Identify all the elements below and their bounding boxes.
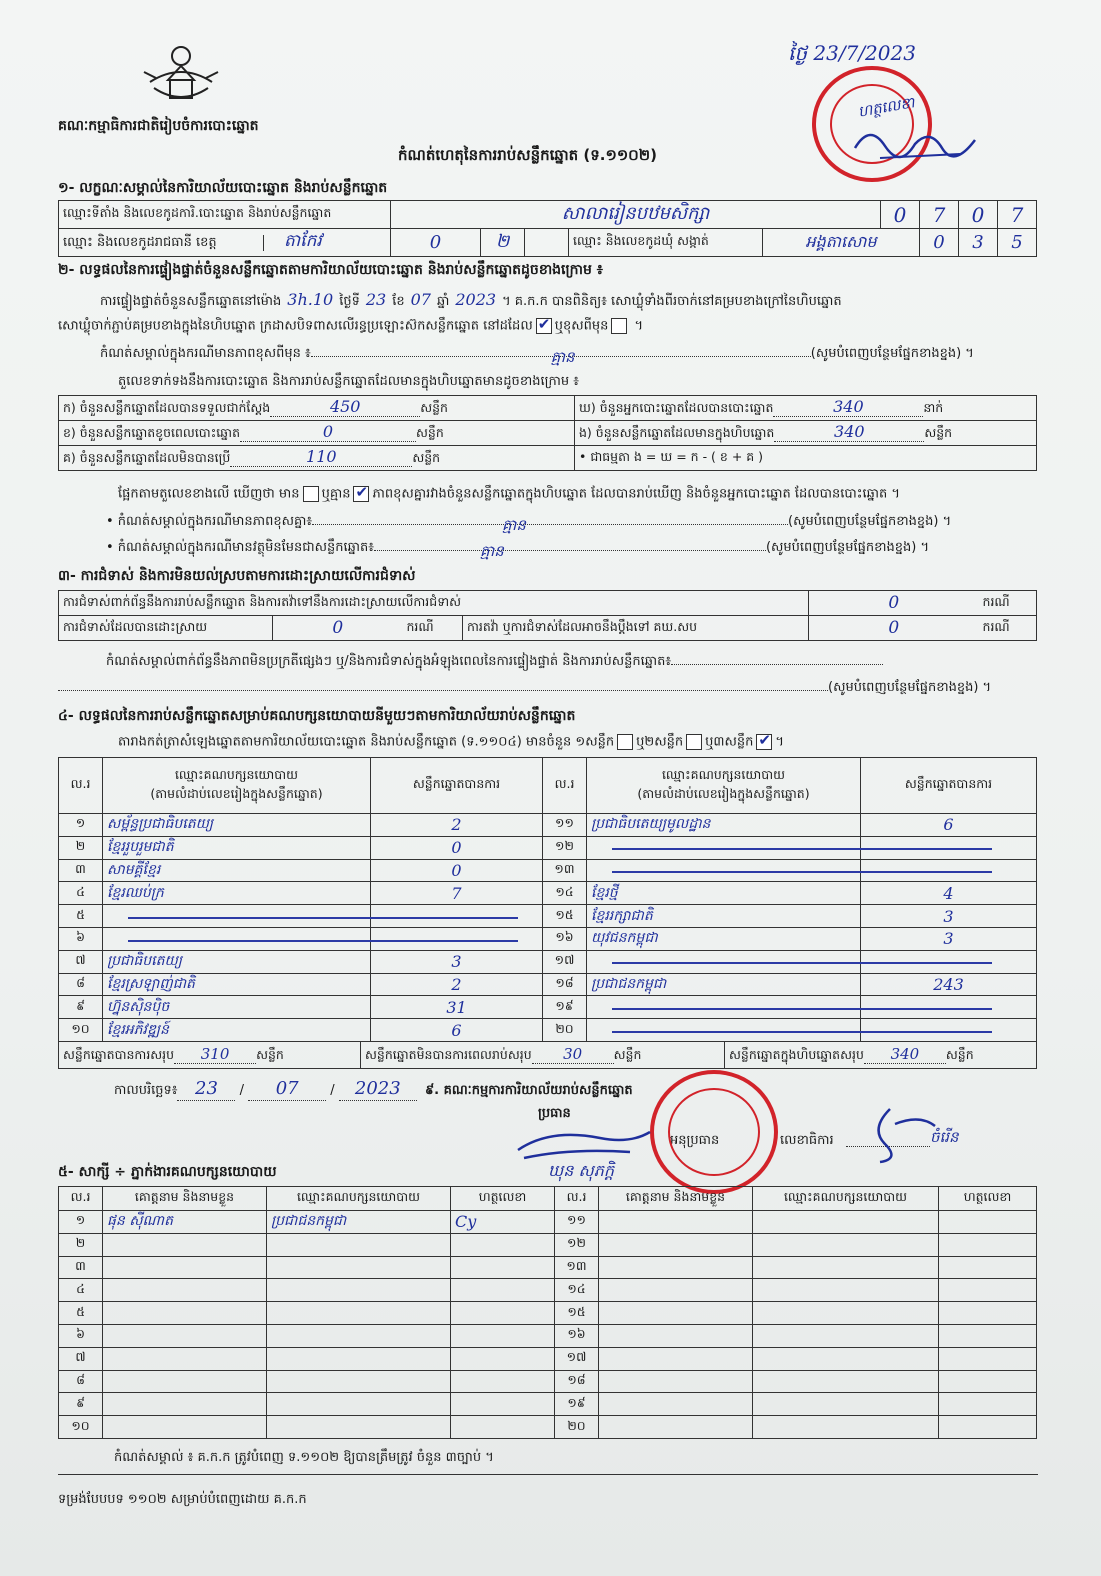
witness-no-cell: ៨ bbox=[59, 1370, 103, 1393]
difference-bullet-value: គ្មាន bbox=[502, 516, 526, 534]
verification-month: 07 bbox=[410, 290, 431, 309]
irregularity-note-line2: (សូមបំពេញបន្ថែមផ្នែកខាងខ្នង) ។ bbox=[58, 680, 991, 696]
witness-party-cell bbox=[267, 1416, 451, 1439]
witness-name-cell bbox=[599, 1370, 753, 1393]
foreign-object-bullet-row: • កំណត់សម្គាល់ក្នុងករណីមានវត្ថុមិនមែនជាសន្លឹកឆ្នោត៖ គ្មាន (សូមបំពេញបន្ថែមផ្នែកខាងខ្នង) ។ bbox=[106, 540, 930, 560]
witness-name-cell bbox=[103, 1233, 267, 1256]
witness-col-sign: ហត្ថលេខា bbox=[939, 1187, 1037, 1211]
witness-sign-cell bbox=[939, 1256, 1037, 1279]
verification-year: 2023 bbox=[455, 290, 497, 309]
witness-no-cell: ៩ bbox=[59, 1393, 103, 1416]
witness-row bbox=[59, 1347, 1037, 1370]
witness-name-cell bbox=[599, 1416, 753, 1439]
witness-no-cell: ១៤ bbox=[555, 1279, 599, 1302]
ballot-counts-table: ក) ចំនួនសន្លឹកឆ្នោតដែលបានទទួលជាក់ស្តែង 450 សន្លឹក ឃ) ចំនួនអ្នកបោះឆ្នោតដែលបានបោះឆ្នោត 340 នាក់ ខ) ចំនួនសន្លឹកឆ្នោតខូចពេលបោះឆ្នោត 0 សន្លឹក ង) ចំនួនសន្លឹកឆ្នោតដែលមានក្នុងហិបឆ្នោត 340 សន្លឹក គ) ចំនួនសន្លឹកឆ្នោតដែលមិនបានប្រើ 110 សន្លឹក • ជាធម្មតា ង = ឃ = ក - ( ខ + គ ) bbox=[58, 395, 1037, 471]
empty-row-strike bbox=[612, 848, 992, 850]
empty-row-strike bbox=[612, 1031, 992, 1033]
party-party-cell: ខ្មែរថ្មី bbox=[587, 882, 861, 905]
witness-no-cell: ១៥ bbox=[555, 1302, 599, 1325]
witness-no-cell: ១ bbox=[59, 1211, 103, 1234]
witness-sign-cell bbox=[939, 1416, 1037, 1439]
party-party-cell: ខ្មែរឈប់ក្រ bbox=[103, 882, 371, 905]
party-party-cell: យុវជនកម្ពុជា bbox=[587, 927, 861, 950]
col-no-header: ល.រ bbox=[543, 758, 587, 814]
difference-bullet-row: • កំណត់សម្គាល់ក្នុងករណីមានភាពខុសគ្នា៖ គ្មាន (សូមបំពេញបន្ថែមផ្នែកខាងខ្នង) ។ bbox=[106, 514, 952, 534]
witness-party-cell bbox=[753, 1347, 939, 1370]
party-votes-cell: 7 bbox=[371, 882, 543, 905]
party-no-cell: ១២ bbox=[543, 836, 587, 859]
witness-name-cell bbox=[103, 1279, 267, 1302]
party-votes-cell: 6 bbox=[371, 1019, 543, 1042]
witness-name-cell bbox=[103, 1416, 267, 1439]
signing-month: 07 bbox=[275, 1078, 299, 1099]
party-no-cell: ១៨ bbox=[543, 973, 587, 996]
witness-sign-cell bbox=[451, 1416, 555, 1439]
chair-name: ឃុន សុភក្តិ bbox=[548, 1161, 615, 1180]
form-footer: ទម្រង់បែបបទ ១១០២ សម្រាប់បំពេញដោយ គ.ក.ក bbox=[58, 1492, 307, 1507]
party-no-cell: ១១ bbox=[543, 814, 587, 837]
witness-party-cell bbox=[267, 1256, 451, 1279]
witness-sign-cell bbox=[939, 1347, 1037, 1370]
party-no-cell: ៤ bbox=[59, 882, 103, 905]
witness-name-cell bbox=[599, 1324, 753, 1347]
witness-sign-cell bbox=[451, 1279, 555, 1302]
party-votes-cell: 2 bbox=[371, 814, 543, 837]
witness-table bbox=[58, 1186, 1037, 1439]
party-no-cell: ៥ bbox=[59, 905, 103, 928]
objection-count: 0 bbox=[809, 591, 979, 616]
witness-party-cell bbox=[753, 1370, 939, 1393]
empty-row-strike bbox=[612, 871, 992, 873]
appeal-label: ការតវ៉ា ឬការជំទាស់ដែលអាចនឹងប្តឹងទៅ គឃ.សប bbox=[463, 616, 809, 641]
party-no-cell: ៦ bbox=[59, 927, 103, 950]
col-party-subheader: (តាមលំដាប់លេខរៀងក្នុងសន្លឹកឆ្នោត) bbox=[150, 785, 323, 801]
party-votes-cell: 3 bbox=[371, 950, 543, 973]
witness-name-cell bbox=[103, 1347, 267, 1370]
col-party-header: ឈ្មោះគណបក្សនយោបាយ bbox=[174, 766, 299, 782]
changed-checkbox[interactable] bbox=[611, 318, 627, 334]
witness-name-cell bbox=[103, 1393, 267, 1416]
witness-no-cell: ៧ bbox=[59, 1347, 103, 1370]
witness-sign-cell bbox=[451, 1233, 555, 1256]
witness-no-cell: ១៣ bbox=[555, 1256, 599, 1279]
total-invalid-value: 30 bbox=[563, 1044, 583, 1063]
witness-no-cell: ២០ bbox=[555, 1416, 599, 1439]
form-title: កំណត់ហេតុនៃការរាប់សន្លឹកឆ្នោត (ទ.១១០២) bbox=[398, 146, 658, 164]
witness-sign-cell bbox=[451, 1302, 555, 1325]
party-no-cell: ១៦ bbox=[543, 927, 587, 950]
has-difference-checkbox[interactable] bbox=[303, 486, 319, 502]
witness-name-cell bbox=[599, 1233, 753, 1256]
section1-title: ១- លក្ខណៈសម្គាល់នៃការិយាល័យបោះឆ្នោត និងរាប់សន្លឹកឆ្នោត bbox=[58, 180, 388, 196]
empty-row-strike bbox=[128, 917, 518, 919]
col-votes-header: សន្លឹកឆ្នោតបានការ bbox=[371, 758, 543, 814]
province-label: ឈ្មោះ និងលេខកូដរាជធានី ខេត្ត bbox=[59, 235, 264, 251]
objections-table: ការជំទាស់ពាក់ព័ន្ធនឹងការរាប់សន្លឹកឆ្នោត និងការតវ៉ាទៅនឹងការដោះស្រាយលើការជំទាស់ 0 ករណី ការជំទាស់ដែលបានដោះស្រាយ 0 ករណី ការតវ៉ា ឬការជំទាស់ដែលអាចនឹងប្តឹងទៅ គឃ.សប 0 ករណី bbox=[58, 590, 1037, 641]
objection-label: ការជំទាស់ពាក់ព័ន្ធនឹងការរាប់សន្លឹកឆ្នោត និងការតវ៉ាទៅនឹងការដោះស្រាយលើការជំទាស់ bbox=[59, 591, 809, 616]
party-votes-cell: 2 bbox=[371, 973, 543, 996]
witness-name-cell bbox=[599, 1279, 753, 1302]
witness-no-cell: ១១ bbox=[555, 1211, 599, 1234]
witness-party-cell bbox=[753, 1393, 939, 1416]
witness-no-cell: ៦ bbox=[59, 1324, 103, 1347]
party-votes-cell: 0 bbox=[371, 836, 543, 859]
witness-name-cell bbox=[599, 1347, 753, 1370]
party-no-cell: ១៩ bbox=[543, 996, 587, 1019]
party-votes-cell: 31 bbox=[371, 996, 543, 1019]
witness-sign-cell bbox=[939, 1233, 1037, 1256]
verification-day: 23 bbox=[365, 290, 387, 309]
station-code-digit: 7 bbox=[920, 201, 959, 229]
total-valid-value: 310 bbox=[200, 1044, 230, 1063]
witness-party-cell bbox=[753, 1324, 939, 1347]
witness-party-cell bbox=[267, 1347, 451, 1370]
witness-no-cell: ២ bbox=[59, 1233, 103, 1256]
witness-no-cell: ១៧ bbox=[555, 1347, 599, 1370]
org-name: គណៈកម្មាធិការជាតិរៀបចំការបោះឆ្នោត bbox=[58, 118, 259, 134]
station-label: ឈ្មោះទីតាំង និងលេខកូដការិ.បោះឆ្នោត និងរាប់សន្លឹកឆ្នោត bbox=[59, 201, 391, 229]
secretary-label: លេខាធិការ bbox=[780, 1133, 834, 1148]
no-difference-checkbox[interactable] bbox=[353, 486, 369, 502]
station-code-digit: 0 bbox=[881, 201, 920, 229]
witness-party-cell bbox=[267, 1279, 451, 1302]
witness-party-cell bbox=[267, 1233, 451, 1256]
spoiled-ballots-value: 0 bbox=[322, 422, 334, 441]
province-code-digit: 0 bbox=[391, 229, 481, 257]
commune-code-digit: 0 bbox=[920, 229, 959, 257]
party-no-cell: ២០ bbox=[543, 1019, 587, 1042]
party-row bbox=[59, 973, 1037, 996]
footer-divider bbox=[58, 1474, 1038, 1475]
witness-sign-cell bbox=[939, 1279, 1037, 1302]
party-votes-cell: 4 bbox=[861, 882, 1037, 905]
party-votes-cell: 3 bbox=[861, 927, 1037, 950]
witness-sign-cell bbox=[939, 1324, 1037, 1347]
empty-row-strike bbox=[612, 1008, 992, 1010]
party-no-cell: ១៤ bbox=[543, 882, 587, 905]
witness-name-cell bbox=[103, 1302, 267, 1325]
ballots-in-box-value: 340 bbox=[834, 422, 865, 441]
commune-label: ឈ្មោះ និងលេខកូដឃុំ សង្កាត់ bbox=[569, 229, 763, 257]
witness-name-cell bbox=[599, 1393, 753, 1416]
signing-day: 23 bbox=[195, 1078, 218, 1099]
witness-party-cell bbox=[267, 1302, 451, 1325]
witness-sign-cell bbox=[451, 1393, 555, 1416]
verification-line2: សោឃ្លុំចាក់ភ្ជាប់គម្របខាងក្នុងនៃហិបឆ្នោត ក្រដាសបិទពាសលើរន្ធប្រឡោះស៊កសន្លឹកឆ្នោត នៅដដែល✔ ឬខុសពីមុន ។ bbox=[58, 318, 643, 334]
witness-no-cell: ១៨ bbox=[555, 1370, 599, 1393]
witness-no-cell: ៤ bbox=[59, 1279, 103, 1302]
party-no-cell: ១៧ bbox=[543, 950, 587, 973]
witness-row bbox=[59, 1370, 1037, 1393]
irregularity-note: កំណត់សម្គាល់ពាក់ព័ន្ធនឹងភាពមិនប្រក្រតីផ្សេងៗ ឬ/និងការជំទាស់ក្នុងអំឡុងពេលនៃការផ្ទៀងផ្ទាត់ និងការរាប់សន្លឹកឆ្នោត៖ bbox=[106, 654, 883, 670]
witness-row bbox=[59, 1324, 1037, 1347]
party-party-cell: ប្រជាជនកម្ពុជា bbox=[587, 973, 861, 996]
unchanged-checkbox[interactable] bbox=[536, 318, 552, 334]
chair-label: ប្រធាន bbox=[538, 1106, 571, 1121]
section3-title: ៣- ការជំទាស់ និងការមិនយល់ស្របតាមការដោះស្រាយលើការជំទាស់ bbox=[58, 568, 416, 584]
difference-note-value: គ្មាន bbox=[550, 348, 575, 366]
party-no-cell: ២ bbox=[59, 836, 103, 859]
party-votes-cell: 6 bbox=[861, 814, 1037, 837]
footnote: កំណត់សម្គាល់ ៖ គ.ក.ក ត្រូវបំពេញ ទ.១១០២ ឱ្យបានត្រឹមត្រូវ ចំនួន ៣ច្បាប់ ។ bbox=[114, 1450, 494, 1465]
witness-col-party: ឈ្មោះគណបក្សនយោបាយ bbox=[267, 1187, 451, 1211]
witness-row bbox=[59, 1302, 1037, 1325]
two-sheets-checkbox[interactable] bbox=[686, 734, 702, 750]
witness-party-cell: ប្រជាជនកម្ពុជា bbox=[267, 1211, 451, 1234]
col-votes-header: សន្លឹកឆ្នោតបានការ bbox=[861, 758, 1037, 814]
party-row bbox=[59, 882, 1037, 905]
party-party-cell: សាមគ្គីខ្មែរ bbox=[103, 859, 371, 882]
witness-party-cell bbox=[753, 1256, 939, 1279]
three-sheets-checkbox[interactable] bbox=[756, 734, 772, 750]
verification-line1: ការផ្ទៀងផ្ទាត់ចំនួនសន្លឹកឆ្នោតនៅម៉ោង 3h.10 ថ្ងៃទី 23 ខែ 07 ឆ្នាំ 2023 ។ គ.ក.ក បានពិនិត្យ៖ សោឃ្លុំទាំងពីរចាក់នៅគម្របខាងក្រៅនៃហិបឆ្នោត bbox=[100, 290, 842, 309]
station-name: សាលារៀនបឋមសិក្សា bbox=[391, 201, 881, 229]
witness-no-cell: ១៦ bbox=[555, 1324, 599, 1347]
appeal-count: 0 bbox=[809, 616, 979, 641]
party-no-cell: ៨ bbox=[59, 973, 103, 996]
difference-result-row: ផ្អែកតាមតួលេខខាងលើ ឃើញថា មាន ឬគ្មាន✔ ភាពខុសគ្នារវាងចំនួនសន្លឹកឆ្នោតក្នុងហិបឆ្នោត ដែលបានរាប់ឃើញ និងចំនួនអ្នកបោះឆ្នោត ដែលបានបោះឆ្នោត ។ bbox=[118, 486, 900, 502]
witness-name-cell bbox=[103, 1370, 267, 1393]
witness-party-cell bbox=[753, 1302, 939, 1325]
party-votes-cell: 0 bbox=[371, 859, 543, 882]
empty-row-strike bbox=[128, 940, 518, 942]
witness-party-cell bbox=[267, 1393, 451, 1416]
col-party-subheader: (តាមលំដាប់លេខរៀងក្នុងសន្លឹកឆ្នោត) bbox=[637, 785, 810, 801]
unused-ballots-value: 110 bbox=[306, 447, 337, 466]
party-no-cell: ១៥ bbox=[543, 905, 587, 928]
witness-party-cell bbox=[753, 1211, 939, 1234]
received-ballots-value: 450 bbox=[329, 397, 361, 416]
section4-title: ៤- លទ្ធផលនៃការរាប់សន្លឹកឆ្នោតសម្រាប់គណបក្សនយោបាយនីមួយៗតាមការិយាល័យរាប់សន្លឹកឆ្នោត bbox=[58, 708, 576, 724]
commune-code-digit: 5 bbox=[998, 229, 1037, 257]
witness-no-cell: ៣ bbox=[59, 1256, 103, 1279]
resolved-objection-count: 0 bbox=[273, 616, 403, 641]
party-votes-cell: 3 bbox=[861, 905, 1037, 928]
party-no-cell: ១ bbox=[59, 814, 103, 837]
party-party-cell: ប្រជាធិបតេយ្យ bbox=[103, 950, 371, 973]
witness-party-cell bbox=[267, 1370, 451, 1393]
witness-col-name: គោត្តនាម និងនាមខ្លួន bbox=[103, 1187, 267, 1211]
party-totals-table: សន្លឹកឆ្នោតបានការសរុប 310 សន្លឹក សន្លឹកឆ្នោតមិនបានការពេលរាប់សរុប 30 សន្លឹក សន្លឹកឆ្នោតក្នុងហិបឆ្នោតសរុប 340 សន្លឹក bbox=[58, 1041, 1037, 1069]
witness-col-party: ឈ្មោះគណបក្សនយោបាយ bbox=[753, 1187, 939, 1211]
official-stamp-bottom bbox=[650, 1070, 778, 1194]
tally-sheets-row: តារាងកត់ត្រាសំឡេងឆ្នោតតាមការិយាល័យបោះឆ្នោត និងរាប់សន្លឹកឆ្នោត (ទ.១១០៤) មានចំនួន ១សន្លឹក ឬ២សន្លឹក ឬ៣សន្លឹក✔ ។ bbox=[118, 734, 784, 750]
party-party-cell: ខ្មែររក្សាជាតិ bbox=[587, 905, 861, 928]
witness-sign-cell bbox=[939, 1302, 1037, 1325]
voters-value: 340 bbox=[833, 397, 864, 416]
witness-party-cell bbox=[753, 1279, 939, 1302]
deputy-label: អនុប្រធាន bbox=[670, 1133, 720, 1148]
witness-row bbox=[59, 1393, 1037, 1416]
witness-col-name: គោត្តនាម និងនាមខ្លួន bbox=[599, 1187, 753, 1211]
witness-col-no: ល.រ bbox=[59, 1187, 103, 1211]
station-code-digit: 7 bbox=[998, 201, 1037, 229]
witness-name-cell bbox=[103, 1256, 267, 1279]
party-no-cell: ១០ bbox=[59, 1019, 103, 1042]
witness-name-cell: ផុន ស៊ីណាត bbox=[103, 1211, 267, 1234]
date-annotation: ថ្ងៃ 23/7/2023 bbox=[788, 41, 916, 65]
party-party-cell: ហ្វ៊ុនស៊ិនប៉ិច bbox=[103, 996, 371, 1019]
party-row bbox=[59, 814, 1037, 837]
party-party-cell: ប្រជាធិបតេយ្យមូលដ្ឋាន bbox=[587, 814, 861, 837]
party-party-cell: ខ្មែររួបរួមជាតិ bbox=[103, 836, 371, 859]
witness-name-cell bbox=[103, 1324, 267, 1347]
station-info-table bbox=[58, 200, 1037, 257]
total-box-value: 340 bbox=[890, 1044, 920, 1063]
witness-sign-cell bbox=[939, 1370, 1037, 1393]
witness-row bbox=[59, 1211, 1037, 1234]
party-no-cell: ៧ bbox=[59, 950, 103, 973]
witness-sign-cell: Cy bbox=[451, 1211, 555, 1234]
col-party-header: ឈ្មោះគណបក្សនយោបាយ bbox=[661, 766, 786, 782]
party-party-cell: ខ្មែរស្រឡាញ់ជាតិ bbox=[103, 973, 371, 996]
province-code-digit: ២ bbox=[481, 229, 525, 257]
witness-row bbox=[59, 1279, 1037, 1302]
resolved-objection-label: ការជំទាស់ដែលបានដោះស្រាយ bbox=[59, 616, 273, 641]
witness-row bbox=[59, 1416, 1037, 1439]
section2-title: ២- លទ្ធផលនៃការផ្ទៀងផ្ទាត់ចំនួនសន្លឹកឆ្នោតតាមការិយាល័យបោះឆ្នោត និងរាប់សន្លឹកឆ្នោតដូចខាងក្រោម ៖ bbox=[58, 262, 603, 278]
witness-row bbox=[59, 1256, 1037, 1279]
signing-year: 2023 bbox=[354, 1078, 401, 1099]
witness-no-cell: ១៩ bbox=[555, 1393, 599, 1416]
province-name: តាកែវ bbox=[283, 231, 322, 251]
station-code-digit: 0 bbox=[959, 201, 998, 229]
witness-no-cell: ១០ bbox=[59, 1416, 103, 1439]
signing-date-row: កាលបរិច្ឆេទ៖ 23 / 07 / 2023 ៩. គណៈកម្មការការិយាល័យរាប់សន្លឹកឆ្នោត bbox=[114, 1078, 633, 1099]
party-no-cell: ១៣ bbox=[543, 859, 587, 882]
chair-signature-icon bbox=[510, 1118, 660, 1178]
party-votes-cell: 243 bbox=[861, 973, 1037, 996]
witness-col-sign: ហត្ថលេខា bbox=[451, 1187, 555, 1211]
nec-emblem-icon bbox=[140, 42, 222, 110]
witness-sign-cell bbox=[939, 1393, 1037, 1416]
witness-sign-cell bbox=[939, 1211, 1037, 1234]
party-no-cell: ៣ bbox=[59, 859, 103, 882]
witness-name-cell bbox=[599, 1302, 753, 1325]
party-party-cell: ខ្មែរអភិវឌ្ឍន៍ bbox=[103, 1019, 371, 1042]
secretary-signature-icon bbox=[850, 1104, 940, 1164]
party-no-cell: ៩ bbox=[59, 996, 103, 1019]
witness-no-cell: ១២ bbox=[555, 1233, 599, 1256]
witness-party-cell bbox=[753, 1233, 939, 1256]
difference-note-row: កំណត់សម្គាល់ក្នុងករណីមានភាពខុសពីមុន ៖ គ្មាន (សូមបំពេញបន្ថែមផ្នែកខាងខ្នង) ។ bbox=[100, 346, 974, 366]
section5-title: ៥- សាក្សី ÷ ភ្នាក់ងារគណបក្សនយោបាយ bbox=[58, 1164, 277, 1180]
secretary-name: ចំរើន bbox=[930, 1128, 959, 1146]
commune-code-digit: 3 bbox=[959, 229, 998, 257]
witness-party-cell bbox=[267, 1324, 451, 1347]
empty-row-strike bbox=[612, 962, 992, 964]
col-no-header: ល.រ bbox=[59, 758, 103, 814]
stamp-signature: ហត្ថលេខា bbox=[856, 93, 916, 121]
witness-sign-cell bbox=[451, 1347, 555, 1370]
formula: • ជាធម្មតា ង = ឃ = ក - ( ខ + គ ) bbox=[575, 446, 1037, 471]
witness-col-no: ល.រ bbox=[555, 1187, 599, 1211]
committee-label: ៩. គណៈកម្មការការិយាល័យរាប់សន្លឹកឆ្នោត bbox=[424, 1083, 633, 1098]
witness-sign-cell bbox=[451, 1370, 555, 1393]
official-signature-top-icon bbox=[850, 118, 980, 166]
counts-intro: តួលេខទាក់ទងនឹងការបោះឆ្នោត និងការរាប់សន្លឹកឆ្នោតដែលមានក្នុងហិបឆ្នោតមានដូចខាងក្រោម ៖ bbox=[118, 374, 579, 389]
foreign-object-value: គ្មាន bbox=[479, 542, 504, 560]
witness-name-cell bbox=[599, 1256, 753, 1279]
witness-party-cell bbox=[753, 1416, 939, 1439]
witness-sign-cell bbox=[451, 1324, 555, 1347]
party-party-cell: សម្ព័ន្ធប្រជាធិបតេយ្យ bbox=[103, 814, 371, 837]
witness-row bbox=[59, 1233, 1037, 1256]
one-sheet-checkbox[interactable] bbox=[617, 734, 633, 750]
witness-no-cell: ៥ bbox=[59, 1302, 103, 1325]
commune-name: អង្គតាសោម bbox=[763, 229, 920, 257]
party-results-table bbox=[58, 757, 1037, 1042]
witness-name-cell bbox=[599, 1211, 753, 1234]
verification-time: 3h.10 bbox=[287, 290, 334, 309]
witness-sign-cell bbox=[451, 1256, 555, 1279]
